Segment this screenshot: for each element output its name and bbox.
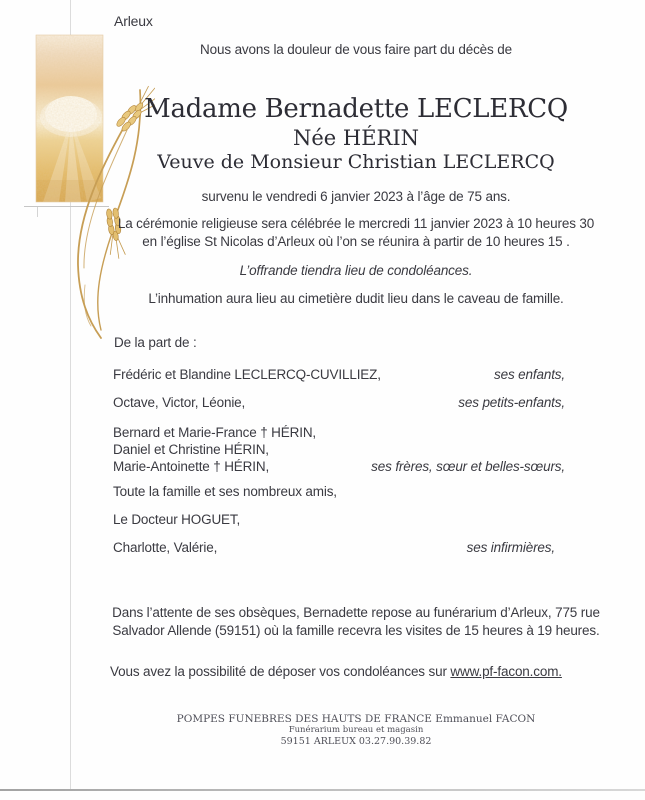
family-names: Octave, Victor, Léonie, bbox=[113, 395, 246, 410]
family-row bbox=[113, 511, 565, 528]
funeral-home-desc: Funérarium bureau et magasin bbox=[288, 725, 424, 735]
relation-label: ses enfants, bbox=[494, 367, 565, 382]
repository-paragraph bbox=[112, 604, 600, 639]
relation-label: ses frères, sœur et belles-sœurs, bbox=[371, 459, 565, 474]
death-date-line: survenu le vendredi 6 janvier 2023 à l’âge de 75 ans. bbox=[201, 189, 511, 204]
funeral-home-footer bbox=[110, 713, 602, 747]
ceremony-line-2: en l’église St Nicolas d’Arleux où l’on se réunira à partir de 10 heures 15 . bbox=[142, 233, 570, 249]
family-heading: De la part de : bbox=[114, 335, 197, 350]
condolences-website-link[interactable]: www.pf-facon.com. bbox=[450, 664, 562, 679]
deceased-maiden-name: Née HÉRIN bbox=[292, 126, 420, 150]
deceased-widow-line: Veuve de Monsieur Christian LECLERCQ bbox=[157, 151, 555, 173]
family-row bbox=[113, 424, 565, 475]
relation-label: ses infirmières, bbox=[466, 540, 555, 555]
ceremony-paragraph bbox=[110, 215, 602, 250]
ceremony-line-1: La cérémonie religieuse sera célébrée le mercredi 11 janvier 2023 à 10 heures 30 bbox=[117, 216, 595, 231]
funeral-home-name: POMPES FUNEBRES DES HAUTS DE FRANCE Emmanuel FACON bbox=[176, 713, 536, 725]
family-names: Toute la famille et ses nombreux amis, bbox=[113, 484, 337, 499]
family-row bbox=[113, 483, 565, 500]
repository-line-1: Dans l’attente de ses obsèques, Bernadette repose au funérarium d’Arleux, 775 rue bbox=[112, 605, 600, 620]
family-names: Charlotte, Valérie, bbox=[113, 540, 218, 555]
page-bottom-scan-edge bbox=[0, 789, 645, 791]
condolences-text: Vous avez la possibilité de déposer vos condoléances sur bbox=[110, 664, 451, 679]
wheat-field-image bbox=[36, 35, 103, 202]
intro-line: Nous avons la douleur de vous faire part du décès de bbox=[200, 42, 512, 57]
family-names: Le Docteur HOGUET, bbox=[113, 512, 241, 527]
family-names-line: Bernard et Marie-France † HÉRIN, bbox=[113, 425, 317, 440]
repository-line-2: Salvador Allende (59151) où la famille recevra les visites de 15 heures à 19 heures. bbox=[112, 622, 600, 638]
offering-line: L’offrande tiendra lieu de condoléances. bbox=[239, 263, 473, 278]
family-names-line: Marie-Antoinette † HÉRIN, bbox=[113, 459, 270, 474]
family-names: Frédéric et Blandine LECLERCQ-CUVILLIEZ, bbox=[113, 367, 381, 382]
condolences-line bbox=[110, 663, 562, 680]
relation-label: ses petits-enfants, bbox=[458, 395, 565, 410]
burial-line: L’inhumation aura lieu au cimetière dudit lieu dans le caveau de famille. bbox=[148, 291, 564, 306]
funeral-home-address: 59151 ARLEUX 03.27.90.39.82 bbox=[280, 735, 432, 747]
family-row bbox=[113, 394, 565, 411]
city-label: Arleux bbox=[114, 13, 153, 29]
family-row bbox=[113, 366, 565, 383]
family-names-group bbox=[113, 424, 316, 475]
family-row bbox=[113, 539, 565, 556]
family-names-line: Daniel et Christine HÉRIN, bbox=[113, 442, 269, 457]
deceased-name: Madame Bernadette LECLERCQ bbox=[144, 94, 568, 124]
